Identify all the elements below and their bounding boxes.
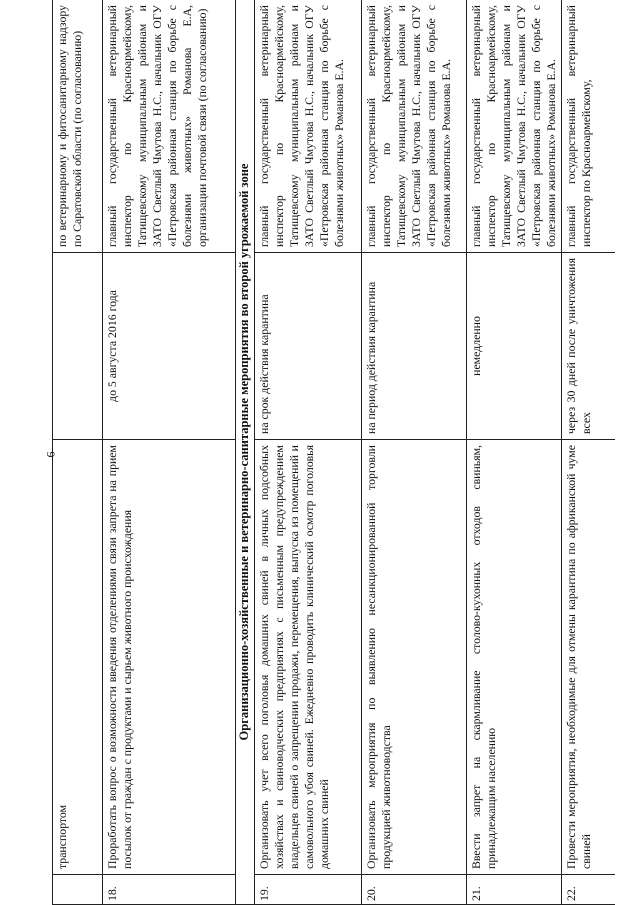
- action-cell: Ввести запрет на скармливание столово-кухонных отходов свиньям, принадлежащим населению: [467, 440, 562, 875]
- page-number: 6: [43, 451, 58, 458]
- table-row: [255, 0, 362, 905]
- responsible-cell: главный государственный ветеринарный инспектор по Красноармейскому, Татищевскому муниципальным районам и ЗАТО Светлый Чмутова Н.С., начальник ОГУ «Петровская районная станция по борьбе с болезнями животных» Романова Е.А.: [467, 0, 562, 253]
- table-row: [103, 0, 236, 905]
- term-cell: через 30 дней после уничтожения всех: [562, 253, 616, 440]
- responsible-cell: главный государственный ветеринарный инспектор по Красноармейскому, Татищевскому муниципальным районам и ЗАТО Светлый Чмутова Н.С., начальник ОГУ «Петровская районная станция по борьбе с болезнями животных» Романова Е.А.: [362, 0, 467, 253]
- section-heading: Организационно-хозяйственные и ветеринарно-санитарные мероприятия во второй угрожаемой зоне: [236, 0, 255, 905]
- rotated-document-page: [52, 0, 615, 905]
- table-row: [562, 0, 616, 905]
- term-cell: до 5 августа 2016 года: [103, 253, 236, 440]
- action-cell: Организовать учет всего поголовья домашних свиней в личных подсобных хозяйствах и свиноводческих предприятиях с письменным предупреждением владельцев свиней о запрещении продажи, перемещения, выпуска из помещений и самовольного убоя свиней. Ежедневно проводить клинический осмотр поголовья домашних свиней: [255, 440, 362, 875]
- responsible-cell: главный государственный ветеринарный инспектор по Красноармейскому, Татищевскому муниципальным районам и ЗАТО Светлый Чмутова Н.С., начальник ОГУ «Петровская районная станция по борьбе с болезнями животных» Романова Е.А.: [255, 0, 362, 253]
- term-cell: на период действия карантина: [362, 253, 467, 440]
- action-cell: Провести мероприятия, необходимые для отмены карантина по африканской чуме свиней: [562, 440, 616, 875]
- section-row: [236, 0, 255, 905]
- term-cell: на срок действия карантина: [255, 253, 362, 440]
- responsible-cell: по ветеринарному и фитосанитарному надзору по Саратовской области (по согласованию): [53, 0, 103, 253]
- action-cell: транспортом: [53, 440, 103, 875]
- term-cell: [53, 253, 103, 440]
- row-number: 21.: [467, 875, 562, 905]
- table-row: [362, 0, 467, 905]
- row-number: 20.: [362, 875, 467, 905]
- table-row: [53, 0, 103, 905]
- row-number: [53, 875, 103, 905]
- rotated-table-container: [52, 0, 615, 905]
- measures-table: [52, 0, 615, 905]
- action-cell: Проработать вопрос о возможности введения отделениями связи запрета на прием посылок от граждан с продуктами и сырьем животного происхождения: [103, 440, 236, 875]
- term-cell: немедленно: [467, 253, 562, 440]
- table-row: [467, 0, 562, 905]
- responsible-cell: главный государственный ветеринарный инспектор по Красноармейскому,: [562, 0, 616, 253]
- row-number: 19.: [255, 875, 362, 905]
- responsible-cell: главный государственный ветеринарный инспектор по Красноармейскому, Татищевскому муниципальным районам и ЗАТО Светлый Чмутова Н.С., начальник ОГУ «Петровская районная станция по борьбе с болезнями животных» Романова Е.А, организации почтовой связи (по согласованию): [103, 0, 236, 253]
- row-number: 18.: [103, 875, 236, 905]
- row-number: 22.: [562, 875, 616, 905]
- action-cell: Организовать мероприятия по выявлению несанкционированной торговли продукцией животноводства: [362, 440, 467, 875]
